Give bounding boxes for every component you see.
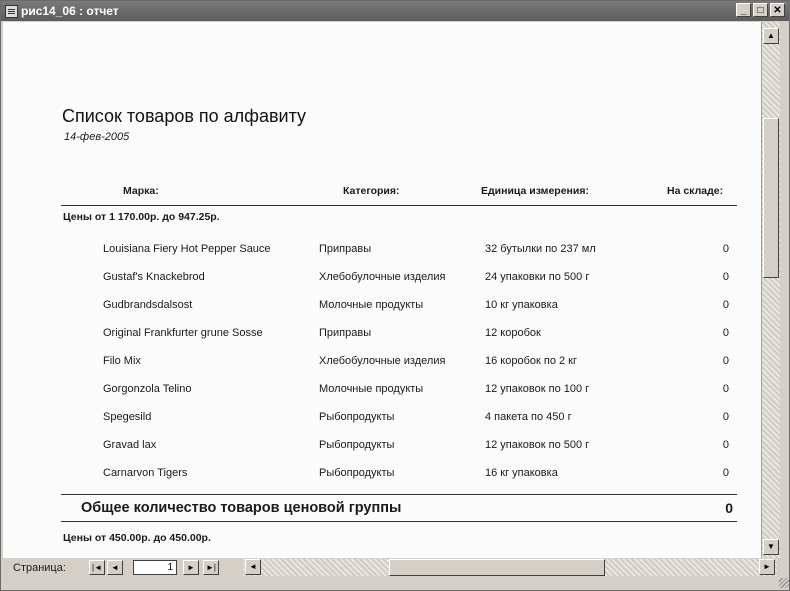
row-stock: 0	[722, 243, 729, 255]
window-title: рис14_06 : отчет	[21, 4, 119, 18]
scroll-up-button[interactable]: ▲	[763, 28, 779, 44]
price-group-header: Цены от 1 170.00р. до 947.25р.	[63, 211, 220, 223]
row-category: Приправы	[319, 243, 372, 255]
total-divider-bottom	[61, 521, 737, 522]
horizontal-scroll-thumb[interactable]	[389, 559, 605, 576]
row-unit: 12 коробок	[485, 327, 541, 339]
row-unit: 4 пакета по 450 г	[485, 411, 572, 423]
next-page-button[interactable]: ►	[183, 560, 199, 575]
row-category: Хлебобулочные изделия	[319, 355, 446, 367]
column-header-unit: Единица измерения:	[481, 185, 589, 197]
row-brand: Gorgonzola Telino	[103, 383, 192, 395]
column-header-brand: Марка:	[123, 185, 159, 197]
table-row	[3, 439, 761, 459]
row-brand: Gudbrandsdalsost	[103, 299, 193, 311]
row-stock: 0	[722, 355, 729, 367]
row-stock: 0	[722, 271, 729, 283]
total-divider-top	[61, 494, 737, 495]
close-button[interactable]: ✕	[770, 3, 785, 17]
row-category: Рыбопродукты	[319, 439, 395, 451]
row-category: Хлебобулочные изделия	[319, 271, 446, 283]
table-row	[3, 243, 761, 263]
row-stock: 0	[722, 467, 729, 479]
maximize-button[interactable]: □	[753, 3, 768, 17]
horizontal-scrollbar[interactable]	[243, 559, 777, 576]
row-unit: 24 упаковки по 500 г	[485, 271, 590, 283]
first-page-button[interactable]: |◄	[89, 560, 105, 575]
next-price-group-header: Цены от 450.00р. до 450.00р.	[63, 532, 211, 544]
page-label: Страница:	[13, 562, 66, 574]
row-brand: Gravad lax	[103, 439, 157, 451]
group-total-value: 0	[725, 500, 733, 516]
row-stock: 0	[722, 439, 729, 451]
vertical-scroll-thumb[interactable]	[763, 118, 779, 278]
row-unit: 32 бутылки по 237 мл	[485, 243, 596, 255]
row-category: Рыбопродукты	[319, 467, 395, 479]
row-category: Рыбопродукты	[319, 411, 395, 423]
table-row	[3, 383, 761, 403]
row-unit: 12 упаковок по 500 г	[485, 439, 590, 451]
row-unit: 16 кг упаковка	[485, 467, 558, 479]
row-unit: 12 упаковок по 100 г	[485, 383, 590, 395]
scroll-left-button[interactable]: ◄	[245, 559, 261, 575]
last-page-button[interactable]: ►|	[203, 560, 219, 575]
report-date: 14-фев-2005	[64, 131, 130, 143]
column-header-category: Категория:	[343, 185, 400, 197]
row-unit: 16 коробок по 2 кг	[485, 355, 577, 367]
row-unit: 10 кг упаковка	[485, 299, 558, 311]
header-divider	[61, 205, 737, 206]
row-brand: Carnarvon Tigers	[103, 467, 188, 479]
navigation-bar	[3, 558, 779, 578]
column-header-stock: На складе:	[667, 185, 724, 197]
row-brand: Original Frankfurter grune Sosse	[103, 327, 263, 339]
row-stock: 0	[722, 411, 729, 423]
scroll-right-button[interactable]: ►	[759, 559, 775, 575]
row-brand: Louisiana Fiery Hot Pepper Sauce	[103, 243, 271, 255]
row-category: Молочные продукты	[319, 299, 424, 311]
row-category: Приправы	[319, 327, 372, 339]
row-brand: Spegesild	[103, 411, 152, 423]
table-row	[3, 411, 761, 431]
table-row	[3, 355, 761, 375]
report-preview	[3, 22, 761, 558]
vertical-scrollbar[interactable]	[761, 22, 780, 558]
resize-grip-icon[interactable]	[779, 578, 789, 588]
row-stock: 0	[722, 327, 729, 339]
report-icon	[5, 5, 18, 18]
row-stock: 0	[722, 383, 729, 395]
table-row	[3, 271, 761, 291]
row-stock: 0	[722, 299, 729, 311]
title-bar[interactable]	[1, 1, 789, 21]
window-controls	[736, 3, 785, 17]
table-row	[3, 327, 761, 347]
scroll-down-button[interactable]: ▼	[763, 539, 779, 555]
page-number-input[interactable]	[133, 560, 177, 575]
table-row	[3, 299, 761, 319]
table-row	[3, 467, 761, 487]
row-brand: Gustaf's Knackebrod	[103, 271, 205, 283]
previous-page-button[interactable]: ◄	[107, 560, 123, 575]
row-brand: Filo Mix	[103, 355, 141, 367]
report-title: Список товаров по алфавиту	[62, 106, 307, 126]
row-category: Молочные продукты	[319, 383, 424, 395]
group-total-label: Общее количество товаров ценовой группы	[81, 500, 402, 516]
minimize-button[interactable]: _	[736, 3, 751, 17]
